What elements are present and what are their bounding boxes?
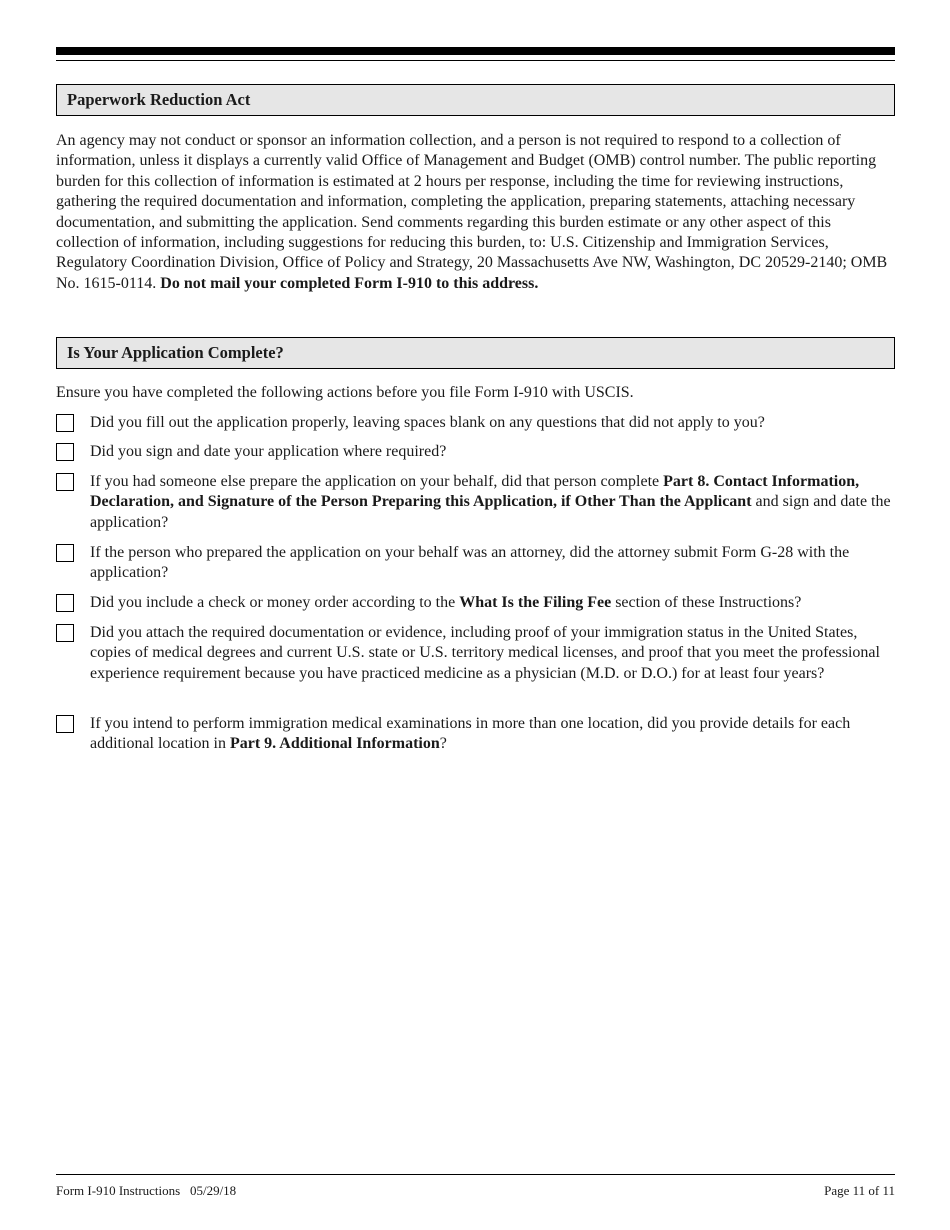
checklist-checkbox[interactable] (56, 624, 74, 642)
header-thin-rule (56, 60, 895, 61)
paperwork-paragraph (56, 131, 895, 294)
complete-section-header (56, 337, 895, 369)
paperwork-body-text: An agency may not conduct or sponsor an information collection, and a person is not required to respond to a collection of information, unless it displays a currently valid Office of Management and Budget (OMB) control number. The public reporting burden for this collection of information is estimated at 2 hours per response, including the time for reviewing instructions, gathering the required documentation and information, completing the application, preparing statements, attaching necessary documentation, and submitting the application. Send comments regarding this burden estimate or any other aspect of this collection of information, including suggestions for reducing this burden, to: U.S. Citizenship and Immigration Services, Regulatory Coordination Division, Office of Policy and Strategy, 20 Massachusetts Ave NW, Washington, DC 20529-2140; OMB No. 1615-0114. (56, 132, 888, 292)
header-thick-rule (56, 47, 895, 55)
footer-form-label: Form I-910 Instructions 05/29/18 (56, 1183, 237, 1198)
checklist-checkbox[interactable] (56, 544, 74, 562)
footer-rule (56, 1174, 895, 1175)
checklist-item-text: Did you attach the required documentation or evidence, including proof of your immigration status in the United States, copies of medical degrees and current U.S. state or U.S. territory medical licenses, and proof that you meet the professional experience requirement because you have practiced medicine as a physician (M.D. or D.O.) for at least four years? (90, 624, 880, 682)
checklist-item-text: If you intend to perform immigration medical examinations in more than one location, did you provide details for each additional location in Part 9. Additional Information? (90, 715, 851, 753)
checklist-item-text: If the person who prepared the application on your behalf was an attorney, did the attorney submit Form G-28 with the application? (90, 544, 850, 582)
paperwork-section-title: Paperwork Reduction Act (67, 90, 251, 109)
checklist-item-text: Did you sign and date your application where required? (90, 443, 447, 460)
checklist-checkbox[interactable] (56, 414, 74, 432)
paperwork-section-header (56, 84, 895, 116)
checklist-checkbox[interactable] (56, 715, 74, 733)
checklist-checkbox[interactable] (56, 594, 74, 612)
checklist-item-text: Did you fill out the application properly, leaving spaces blank on any questions that did not apply to you? (90, 414, 765, 431)
checklist-checkbox[interactable] (56, 473, 74, 491)
checklist-item-text: If you had someone else prepare the application on your behalf, did that person complete Part 8. Contact Information, Declaration, and Signature of the Person Preparing this Application, if Other Than the Applicant and sign and date the application? (90, 473, 891, 531)
checklist-item-text: Did you include a check or money order according to the What Is the Filing Fee section of these Instructions? (90, 594, 802, 611)
complete-intro: Ensure you have completed the following actions before you file Form I-910 with USCIS. (56, 384, 634, 401)
complete-section-title: Is Your Application Complete? (67, 343, 284, 362)
footer-page-number: Page 11 of 11 (824, 1183, 895, 1198)
checklist-checkbox[interactable] (56, 443, 74, 461)
paperwork-body-bold: Do not mail your completed Form I-910 to this address. (160, 274, 539, 292)
